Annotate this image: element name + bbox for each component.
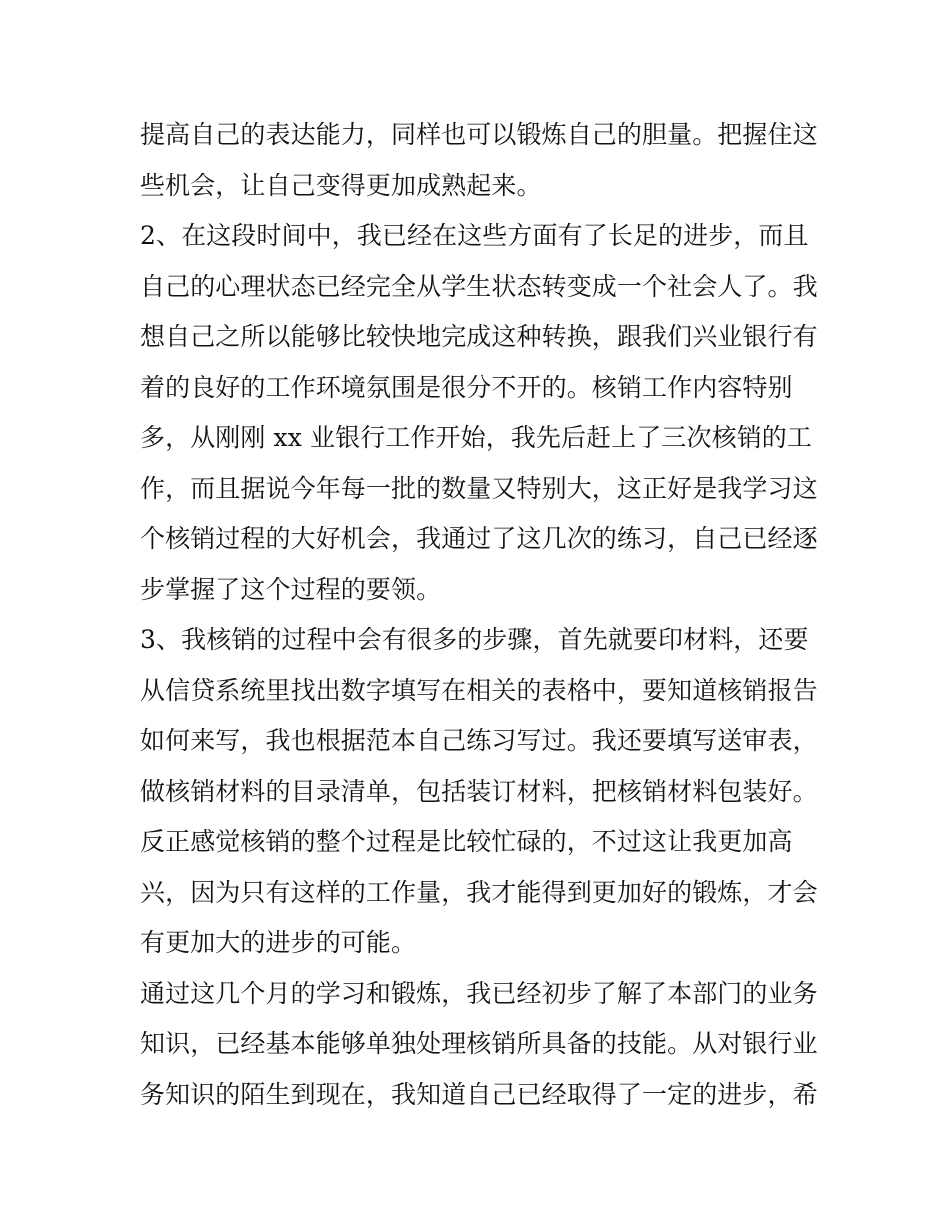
text-line: 3、我核销的过程中会有很多的步骤，首先就要印材料，还要 [140, 625, 809, 654]
text-line: 做核销材料的目录清单，包括装订材料，把核销材料包装好。 [140, 776, 818, 806]
text-line: 反正感觉核销的整个过程是比较忙碌的，不过这让我更加高 [140, 827, 793, 856]
text-line: 务知识的陌生到现在，我知道自己已经取得了一定的进步，希 [140, 1079, 818, 1109]
text-line: 通过这几个月的学习和锻炼，我已经初步了解了本部门的业务 [140, 978, 818, 1008]
text-line: 从信贷系统里找出数字填写在相关的表格中，要知道核销报告 [140, 675, 818, 705]
text-line: 多，从刚刚 xx 业银行工作开始，我先后赶上了三次核销的工 [140, 423, 812, 452]
text-line: 如何来写，我也根据范本自己练习写过。我还要填写送审表， [140, 726, 818, 755]
document-body [140, 110, 820, 1120]
text-line: 作，而且据说今年每一批的数量又特别大，这正好是我学习这 [140, 473, 818, 503]
text-line: 着的良好的工作环境氛围是很分不开的。核销工作内容特别 [140, 372, 793, 402]
text-line: 兴，因为只有这样的工作量，我才能得到更加好的锻炼，才会 [140, 877, 818, 907]
text-line: 个核销过程的大好机会，我通过了这几次的练习，自己已经逐 [140, 524, 818, 553]
text-line: 提高自己的表达能力，同样也可以锻炼自己的胆量。把握住这 [140, 120, 818, 149]
text-line: 想自己之所以能够比较快地完成这种转换，跟我们兴业银行有 [140, 322, 818, 351]
text-line: 些机会，让自己变得更加成熟起来。 [140, 170, 542, 200]
text-line: 2、在这段时间中，我已经在这些方面有了长足的进步，而且 [140, 221, 809, 250]
text-line: 自己的心理状态已经完全从学生状态转变成一个社会人了。我 [140, 271, 818, 301]
text-line: 有更加大的进步的可能。 [140, 928, 417, 957]
text-line: 知识，已经基本能够单独处理核销所具备的技能。从对银行业 [140, 1029, 818, 1058]
text-line: 步掌握了这个过程的要领。 [140, 574, 442, 604]
